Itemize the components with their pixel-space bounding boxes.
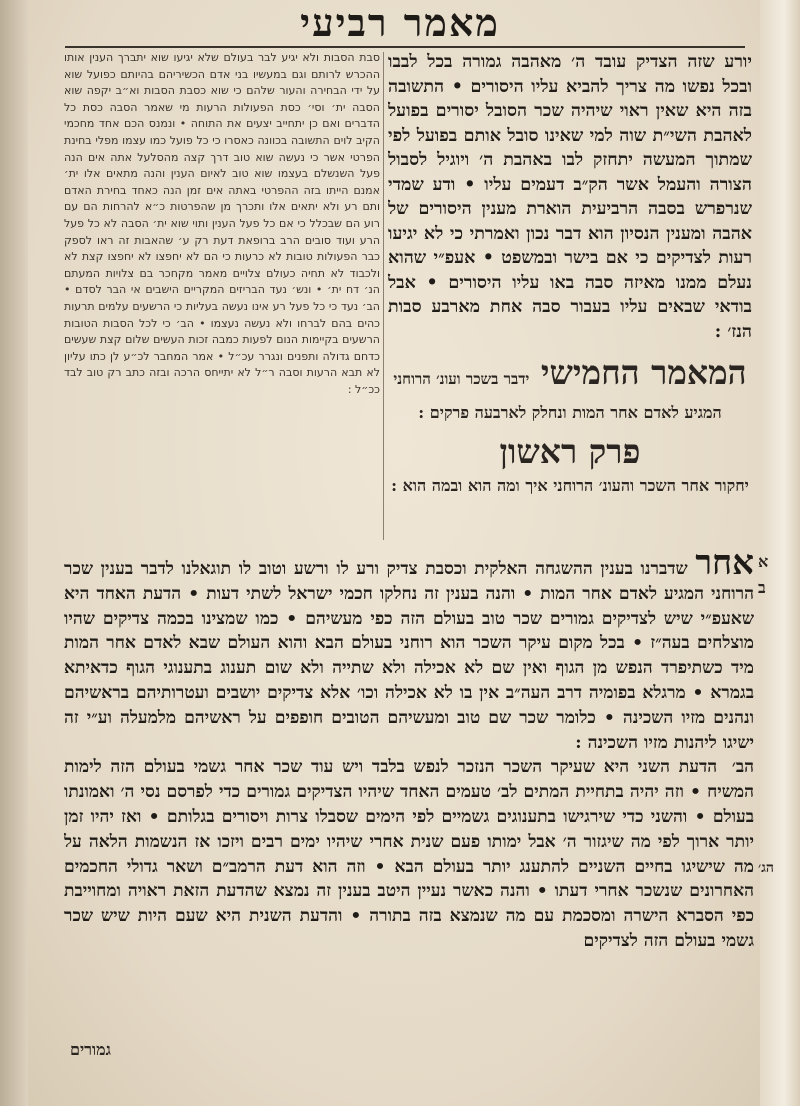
body-paragraph-1 [64,548,754,755]
section-title-text: פרק ראשון [499,432,641,471]
chapter-description: המגיע לאדם אחר המות ונחלק לארבעה פרקים : [418,403,722,422]
body-paragraph-1-text: שדברנו בענין ההשגחה האלקית וכסבת צדיק ורע לו ורשע וטוב לו תוגאלנו לדבר בענין שכר הרוחני המגיע לאדם אחר המות • והנה בענין זה נחלקו חכמי ישראל לשתי דעות • הדעת האחד היא שאעפ״י שיש לצדיקים גמורים שכר טוב בעולם הזה כפי מעשיהם • כמו שמצינו בכמה צדיקים שהיו מוצלחים בעה״ז • בכל מקום עיקר השכר הוא רוחני בעולם הבא והוא העולם שבא לאדם אחר המות מיד כשתיפרד הנפש מן הגוף ואין שם לא אכילה ולא שתייה ולא שום תענוג בתענוגי הגוף כדאיתא בגמרא • מרגלא בפומיה דרב העה״ב אין בו לא אכילה וכו׳ אלא צדיקים יושבים ועטרותיהם בראשיהם ונהנים מזיו השכינה • כלומר שכר שם טוב ומעשיהם הטובים חופפים על ראשיהם מלמעלה וע״י זה ישיגו ליהנות מזיו השכינה : [64,559,754,753]
running-header: מאמר רביעי [300,0,500,45]
section-mark: הב׳ [731,757,754,778]
body-paragraph-2 [64,755,754,953]
opening-word: אחר [695,548,754,583]
section-description: יחקור אחר השכר והעונ׳ הרוחני איך ומה הוא ובמה הוא : [391,476,749,495]
commentary-text: סבת הסבות ולא יגיע לבר בעולם שלא יגיעו שוא יתברך הענין אותו ההכרש לרותם וגם במעשיו בני אדם הכשיריהם בהיותם כפועל שוא על ידי הבחירה והעור שלהם כי שוא כסבת הסבות וא״ב יקפה שוא הסבה ית׳ וסי׳ כסת הפעולות הרעות מי שאמר הסבה כסת כל הדברים ואם כן יתחייב יצעים את התוחה • ונמנס הכם אחד מחכמי הקיב לוים התשובה בכוונה כאסרו כי כל פועל כמו עצמו מפלי בחינת הפרטי אשר כי נעשה שוא טוב דרך קצה מהסלעל אתה אים הנה פעל השנשלם בעצמו שוא טוב לאיום הענין והנה מתאים אלו ית׳ אמנם הייתו בזה ההפרטי באתה אים זמן הנה כאחד בחירת האדם ותם רע ולא יתאים אלו ותכרך מן שהפרטות כ״א להרחות הם עם רוע הם שבכלל כי אם כל פעל הענין ותוי שוא ית׳ הסבה לא כל פעל הרע ועוד סובים הרב ברופאת דעת רק ע׳ שהאבות זה ראו לספק כבר הפעולות טובות לא כרעות כי הם לא יחפצו לא יחפצו קצת לא ולכבוד לא תחיה כעולם צלויים מאמר מקחכר בם צלויות המעתם הנ׳ דח ית׳ • ונש׳ נעד הבריזים המקריים הישבים אי הבר לסדם • הב׳ נעד כי כל פעל רע אינו נעשה בעליות כי הרשעים עלמים תרעות כהים בהם לברחו ולא נעשה נעצמו • הב׳ כי לכל הסבות הטובות הרשעים בקיימות הנום לפעות כמבה זכות העשים שלום קצת שעשים כדחם גדולה ותפנים ונגרר עכ״ל • אמר המחבר לכ״ע לן כתו עליון לא תבא הרעות וסבה ר״ל לא יתייחס הרכה ובזה כתב רק טוב לבד ככ״ל : [64,51,380,396]
section-title [388,433,752,471]
margin-letter-bet: ב [758,578,766,597]
commentary-column [64,50,380,542]
book-spine-shadow [0,0,28,1106]
margin-section-mark: הג׳ [758,860,774,876]
header-rule [65,46,745,48]
main-text-column [388,50,752,542]
body-text-block [64,548,754,1063]
body-paragraph-2-text: הדעת השני היא שעיקר השכר הנזכר לנפש בלבד ויש עוד שכר אחר גשמי בעולם הזה לימות המשיח • וזה יהיה בתחיית המתים לב׳ טעמים האחד שיהיו הצדיקים גמורים כדי לפרסם נסי ה׳ ואמונתו בעולם • והשני כדי שירגישו בתענוגים גשמיים לפי הימים שסבלו צרות ויסורים בגלותם • ואז יהיו זמן יותר ארוך לפי מה שיגזור ה׳ אבל ימותו פעם שנית אחרי שיהיו ימים רבים ויזכו אז הנשמות הלאה על מה שישיגו בחיים השניים להתענג יותר בעולם הבא • וזה הוא דעת הרמב״ם ושאר גדולי החכמים האחרונים שנשכר אחרי דעתו • והנה כאשר נעיין היטב בענין זה נמצא שהדעת הזאת ראויה ומחוייבת כפי הסברא הישרה ומסכמת עם מה שנמצא בזה בתורה • והדעת השנית היא שעם היות שיש שכר גשמי בעולם הזה לצדיקים [64,757,754,951]
main-text-paragraph: יורע שזה הצדיק עובד ה׳ מאהבה גמורה בכל לבבו ובכל נפשו מה צריך להביא עליו היסורים • התשובה בזה היא שאין ראוי שיהיה שכר הסובל יסורים בפועל לאהבת השי״ת שוה למי שאינו סובל אותם בפועל לפי שמתוך המעשה יתחזק לבו באהבת ה׳ ויוגיל לסבול הצורה והעמל אשר הק״ב דעמים עליו • ודע שמדי שנרפרש בסבה הרביעית הוארת מענין היסורים של אהבה ומענין הנסיון הוא דבר נכון ואמרתי כי לא יגיעו רעות לצדיקים כי אם בישר ובמשפט • אעפ״י שהוא נעלם ממנו מאיזה סבה באו עליו היסורים • אבל בודאי שבאים עליו בעבור סבה אחת מארבע סבות הנז׳ : [388,52,752,342]
chapter-title [388,354,752,398]
chapter-title-side: ידבר בשכר ועונ׳ הרוחני [393,370,530,388]
column-divider [383,52,384,540]
chapter-title-text: המאמר החמישי [540,353,747,392]
margin-letter-alef: א [758,552,769,571]
catchword: גמורים [70,1040,111,1059]
